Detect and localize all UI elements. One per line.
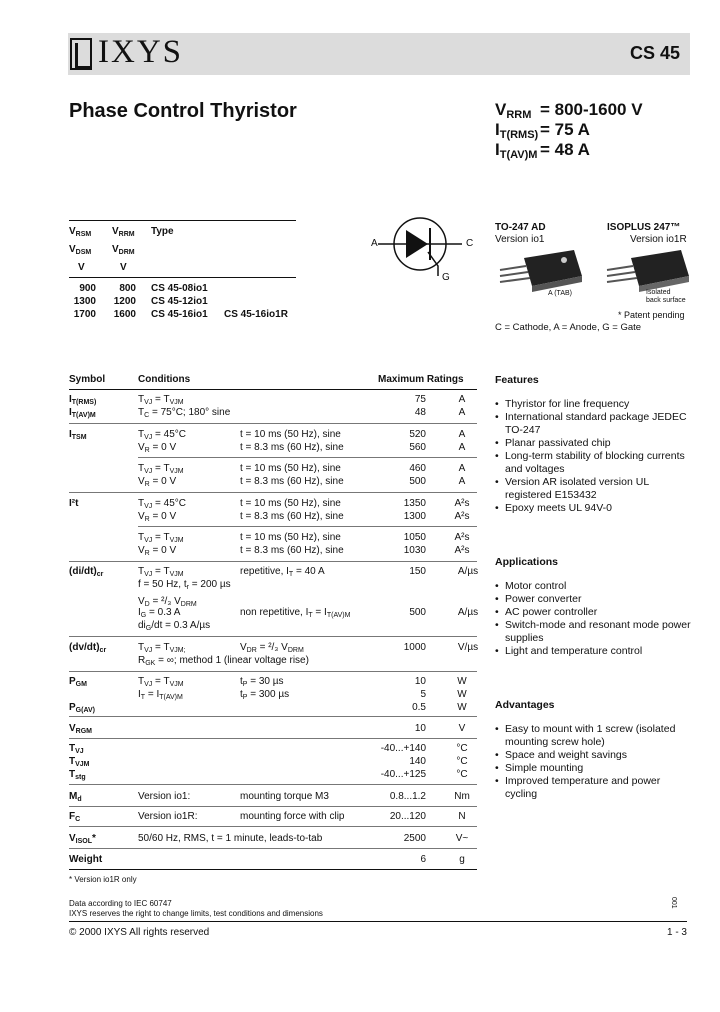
sym-weight: Weight	[69, 854, 103, 865]
type-hdr-vrrm: $V_{RRM}$	[112, 226, 135, 238]
row-divider	[69, 561, 477, 562]
to247-package-icon	[494, 248, 586, 300]
visol-value: 2500	[403, 833, 426, 844]
row-divider	[69, 806, 477, 807]
didt-cond-4b: non repetitive, $I_T = I_{T(AV)M}$	[240, 607, 351, 619]
md-cond-2: mounting torque M3	[240, 791, 329, 802]
ixys-logo-mark	[70, 38, 92, 70]
sym-pgav: $P_{G(AV)}$	[69, 702, 95, 714]
sym-itavm: $I_{T(AV)M}$	[69, 407, 96, 419]
sym-itsm: $I_{TSM}$	[69, 429, 87, 441]
dvdt-value: 1000	[403, 642, 426, 653]
param-unit: A	[458, 407, 466, 418]
advantage-item: • Simple mounting	[495, 762, 695, 775]
row-divider	[69, 423, 477, 424]
application-item: • Power converter	[495, 593, 695, 606]
visol-unit: V~	[455, 833, 469, 844]
type-hdr-unit2: V	[120, 262, 127, 273]
footer-code: 001	[670, 897, 677, 909]
dvdt-cond-1: $T_{VJ} = T_{VJM;}$	[138, 642, 186, 654]
sym-pgm: $P_{GM}$	[69, 676, 87, 688]
fc-unit: N	[458, 811, 466, 822]
sym-vrgm: $V_{RGM}$	[69, 723, 93, 735]
param-unit: A	[458, 394, 466, 405]
feature-item: • Epoxy meets UL 94V-0	[495, 502, 695, 515]
applications-title: Applications	[495, 556, 559, 568]
vrgm-value: 10	[414, 723, 426, 734]
type-row-vrsm: 1300	[73, 296, 96, 307]
pgm-unit-1: W	[457, 676, 467, 687]
param-value: 500	[409, 476, 426, 487]
copyright: © 2000 IXYS All rights reserved	[69, 927, 210, 938]
page-title: Phase Control Thyristor	[69, 100, 297, 122]
param-condition: $V_R = 0$ V	[138, 476, 177, 488]
sym-visol: $V_{ISOL}*$	[69, 833, 96, 845]
dvdt-unit: V/µs	[457, 642, 479, 653]
pgm-value-2: 5	[420, 689, 426, 700]
didt-cond-3: $V_D = ^2/_3$ $V_{DRM}$	[138, 596, 197, 608]
param-value: 1050	[403, 532, 426, 543]
param-unit: A	[458, 463, 466, 474]
pgav-value: 0.5	[412, 702, 426, 713]
row-divider	[69, 716, 477, 717]
md-cond-1: Version io1:	[138, 791, 191, 802]
sym-fc: $F_C$	[69, 811, 81, 823]
param-condition-2: t = 10 ms (50 Hz), sine	[240, 498, 341, 509]
pgm-cond-2: $I_T = I_{T(AV)M}$	[138, 689, 183, 701]
param-value: 1300	[403, 511, 426, 522]
weight-unit: g	[459, 854, 465, 865]
type-hdr-type: Type	[151, 226, 174, 237]
pgm-cond-1: $T_{VJ} = T_{VJM}$	[138, 676, 184, 688]
footer-note-1: Data according to IEC 60747	[69, 899, 172, 908]
param-condition-2: t = 10 ms (50 Hz), sine	[240, 532, 341, 543]
pkg2-backsurface-note: back surface	[646, 297, 686, 304]
type-row-type: CS 45-08io1	[151, 283, 208, 294]
features-section	[495, 374, 695, 515]
type-hdr-vdrm: $V_{DRM}$	[112, 244, 135, 256]
row-divider	[69, 826, 477, 827]
pkg1-name: TO-247 AD	[495, 222, 546, 233]
tvjm-unit: °C	[456, 756, 468, 767]
table-header-rule	[69, 389, 477, 390]
dvdt-cond-1b: $V_{DR} = ^2/_3$ $V_{DRM}$	[240, 642, 304, 654]
fc-cond-1: Version io1R:	[138, 811, 198, 822]
param-value: 48	[414, 407, 426, 418]
feature-item: • Planar passivated chip	[495, 437, 695, 450]
applications-section	[495, 556, 695, 658]
advantage-item: • Improved temperature and power cycling	[495, 775, 695, 801]
fc-cond-2: mounting force with clip	[240, 811, 345, 822]
param-condition: $T_{VJ} = T_{VJM}$	[138, 463, 184, 475]
param-value: 1350	[403, 498, 426, 509]
sym-tvjm: $T_{VJM}$	[69, 756, 90, 768]
param-condition: $T_{VJ} = T_{VJM}$	[138, 394, 184, 406]
col-header-symbol: Symbol	[69, 374, 106, 385]
sym-i2t: I²t	[69, 498, 79, 509]
type-row-vrrm: 800	[119, 283, 136, 294]
row-divider	[69, 671, 477, 672]
tvj-value: -40...+140	[380, 743, 426, 754]
symbol-cathode-label: C	[466, 238, 474, 249]
weight-value: 6	[420, 854, 426, 865]
didt-value-2: 500	[409, 607, 426, 618]
param-unit: A	[458, 442, 466, 453]
fc-value: 20...120	[389, 811, 426, 822]
thyristor-symbol-icon	[366, 214, 478, 290]
didt-unit-1: A/µs	[457, 566, 479, 577]
type-hdr-vdsm: $V_{DSM}$	[69, 244, 92, 256]
param-condition-2: t = 8.3 ms (60 Hz), sine	[240, 511, 344, 522]
application-item: • Light and temperature control	[495, 645, 695, 658]
md-unit: Nm	[454, 791, 470, 802]
didt-cond-1b: repetitive, $I_T = 40$ A	[240, 566, 325, 578]
tstg-unit: °C	[456, 769, 468, 780]
pkg2-name: ISOPLUS 247™	[607, 222, 681, 233]
page-number: 1 - 3	[666, 927, 687, 938]
sym-didt: $(di/dt)_{cr}$	[69, 566, 104, 578]
param-condition: $V_R = 0$ V	[138, 545, 177, 557]
sym-dvdt: $(dv/dt)_{cr}$	[69, 642, 107, 654]
vrgm-unit: V	[458, 723, 466, 734]
dvdt-cond-2: $R_{GK}$ = ∞; method 1 (linear voltage rise)	[138, 655, 309, 667]
features-title: Features	[495, 374, 539, 386]
param-value: 1030	[403, 545, 426, 556]
param-condition: $T_C = 75^\circ C$; 180° sine	[138, 407, 231, 419]
didt-unit-2: A/µs	[457, 607, 479, 618]
row-divider	[69, 492, 477, 493]
param-value: 75	[414, 394, 426, 405]
sym-tvj: $T_{VJ}$	[69, 743, 84, 755]
param-unit: A	[458, 429, 466, 440]
param-condition: $T_{VJ} = 45^\circ C$	[138, 498, 187, 510]
type-table-mid-rule	[69, 277, 296, 278]
symbol-anode-label: A	[371, 238, 378, 249]
param-condition: $V_R = 0$ V	[138, 442, 177, 454]
application-item: • Motor control	[495, 580, 695, 593]
row-divider	[69, 848, 477, 849]
param-condition-2: t = 10 ms (50 Hz), sine	[240, 463, 341, 474]
feature-item: • Long-term stability of blocking currents and voltages	[495, 450, 695, 476]
type-row-vrrm: 1600	[113, 309, 136, 320]
advantages-section	[495, 699, 695, 801]
tvjm-value: 140	[409, 756, 426, 767]
pgm-unit-2: W	[457, 689, 467, 700]
row-divider	[69, 784, 477, 785]
md-value: 0.8...1.2	[389, 791, 426, 802]
table-bottom-rule	[69, 869, 477, 870]
param-unit: A²s	[454, 532, 470, 543]
feature-item: • Thyristor for line frequency	[495, 398, 695, 411]
param-unit: A²s	[454, 545, 470, 556]
advantage-item: • Space and weight savings	[495, 749, 695, 762]
visol-cond: 50/60 Hz, RMS, t = 1 minute, leads-to-tab	[138, 833, 323, 844]
row-divider	[138, 526, 477, 527]
didt-value-1: 150	[409, 566, 426, 577]
pkg2-isolated-note: Isolated	[646, 289, 671, 296]
pkg1-tab-label: A (TAB)	[548, 290, 572, 297]
didt-cond-4: $I_G = 0.3$ A	[138, 607, 181, 619]
type-row-vrsm: 1700	[73, 309, 96, 320]
type-row-vrsm: 900	[79, 283, 96, 294]
param-unit: A	[458, 476, 466, 487]
feature-item: • International standard package JEDEC TO-247	[495, 411, 695, 437]
rating-itavm: $I_{T(AV)M}$ = 48 A	[495, 140, 590, 161]
param-condition-2: t = 8.3 ms (60 Hz), sine	[240, 545, 344, 556]
row-divider	[69, 738, 477, 739]
tvj-unit: °C	[456, 743, 468, 754]
pin-legend: C = Cathode, A = Anode, G = Gate	[495, 322, 642, 333]
advantage-item: • Easy to mount with 1 screw (isolated mounting screw hole)	[495, 723, 695, 749]
patent-note: * Patent pending	[618, 310, 685, 320]
col-header-max: Maximum Ratings	[378, 374, 464, 385]
ixys-logo-text: IXYS	[98, 34, 184, 70]
didt-cond-1: $T_{VJ} = T_{VJM}$	[138, 566, 184, 578]
type-hdr-unit1: V	[78, 262, 85, 273]
feature-item: • Version AR isolated version UL registered E153432	[495, 476, 695, 502]
param-condition-2: t = 10 ms (50 Hz), sine	[240, 429, 341, 440]
type-row-vrrm: 1200	[113, 296, 136, 307]
row-divider	[69, 636, 477, 637]
row-divider	[138, 457, 477, 458]
param-value: 460	[409, 463, 426, 474]
pgav-unit: W	[457, 702, 467, 713]
footer-note-2: IXYS reserves the right to change limits, test conditions and dimensions	[69, 909, 323, 918]
didt-cond-5: $di_G/dt = 0.3$ A/µs	[138, 620, 211, 632]
param-condition-2: t = 8.3 ms (60 Hz), sine	[240, 442, 344, 453]
param-condition-2: t = 8.3 ms (60 Hz), sine	[240, 476, 344, 487]
pgm-value-1: 10	[414, 676, 426, 687]
param-condition: $V_R = 0$ V	[138, 511, 177, 523]
footnote: * Version io1R only	[69, 875, 137, 884]
sym-itrms: $I_{T(RMS)}$	[69, 394, 97, 406]
part-number: CS 45	[629, 43, 680, 63]
pkg1-version: Version io1	[495, 234, 545, 245]
didt-cond-2: f = 50 Hz, $t_r = 200$ µs	[138, 579, 231, 591]
type-table-top-rule	[69, 220, 296, 221]
application-item: • Switch-mode and resonant mode power supplies	[495, 619, 695, 645]
pkg2-version: Version io1R	[630, 234, 687, 245]
advantages-title: Advantages	[495, 699, 555, 711]
symbol-gate-label: G	[442, 272, 450, 283]
tstg-value: -40...+125	[380, 769, 426, 780]
pgm-cond-2b: $t_P = 300$ µs	[240, 689, 290, 701]
rating-vrrm: $V_{RRM}$ = 800-1600 V	[495, 100, 643, 121]
sym-tstg: $T_{stg}$	[69, 769, 86, 781]
pgm-cond-1b: $t_P = 30$ µs	[240, 676, 284, 688]
param-unit: A²s	[454, 511, 470, 522]
type-row-type: CS 45-12io1	[151, 296, 208, 307]
type-row-type: CS 45-16io1	[151, 309, 208, 320]
application-item: • AC power controller	[495, 606, 695, 619]
param-condition: $T_{VJ} = 45^\circ C$	[138, 429, 187, 441]
param-condition: $T_{VJ} = T_{VJM}$	[138, 532, 184, 544]
type-hdr-vrsm: $V_{RSM}$	[69, 226, 92, 238]
param-unit: A²s	[454, 498, 470, 509]
param-value: 520	[409, 429, 426, 440]
param-value: 560	[409, 442, 426, 453]
type-row-type-r: CS 45-16io1R	[224, 309, 288, 320]
rating-itrms: $I_{T(RMS)}$ = 75 A	[495, 120, 590, 141]
sym-md: $M_d$	[69, 791, 82, 803]
col-header-conditions: Conditions	[138, 374, 191, 385]
footer-rule	[69, 921, 687, 922]
